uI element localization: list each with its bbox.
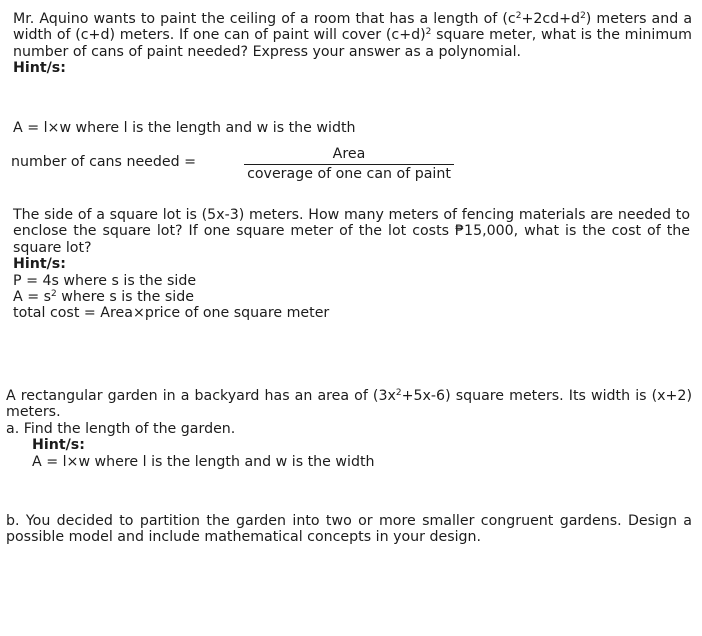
problem-2-hint-label: Hint/s: — [13, 256, 66, 273]
problem-1-hint-area-formula: A = l×w where l is the length and w is the width — [13, 120, 356, 136]
fraction-denominator: coverage of one can of paint — [247, 166, 451, 183]
fraction-numerator: Area — [332, 146, 366, 162]
formula-lead: number of cans needed = — [11, 154, 197, 170]
problem-3 — [6, 388, 692, 470]
problem-2 — [13, 207, 690, 322]
problem-1-hint-label: Hint/s: — [13, 60, 66, 77]
problem-2-text: The side of a square lot is (5x-3) meters. How many meters of fencing materials are needed to enclose the square lot? If one square meter of the lot costs ₱15,000, what is the cost of the square lot? — [13, 207, 690, 256]
hint-perimeter: P = 4s where s is the side — [13, 272, 197, 289]
problem-3-text: A rectangular garden in a backyard has an area of $(3x^2+5x-6)$ square meters. Its width is (x+2) meters. — [6, 388, 692, 421]
problem-3-hint-line: A = l×w where l is the length and w is the width — [32, 453, 375, 470]
problem-3-hint-label: Hint/s: — [32, 437, 85, 454]
problem-1-text: Mr. Aquino wants to paint the ceiling of a room that has a length of $(c^2+2cd+d^2)$ meters and a width of (c+d) meters. If one can of paint will cover $(c+d)^2$ square meter, what is the minimum number of cans of paint needed? Express your answer as a polynomial. — [13, 11, 693, 60]
formula-fraction — [244, 146, 454, 183]
part-a-question: a. Find the length of the garden. — [6, 420, 236, 437]
problem-1 — [13, 11, 692, 77]
hint-area: $A = s^2$ where s is the side — [13, 289, 194, 306]
hint-total-cost: total cost = Area×price of one square meter — [13, 305, 330, 322]
part-b-question: b. You decided to partition the garden into two or more smaller congruent gardens. Design a possible model and include mathematical concepts in your design. — [6, 513, 692, 546]
cans-needed-formula — [11, 146, 571, 182]
